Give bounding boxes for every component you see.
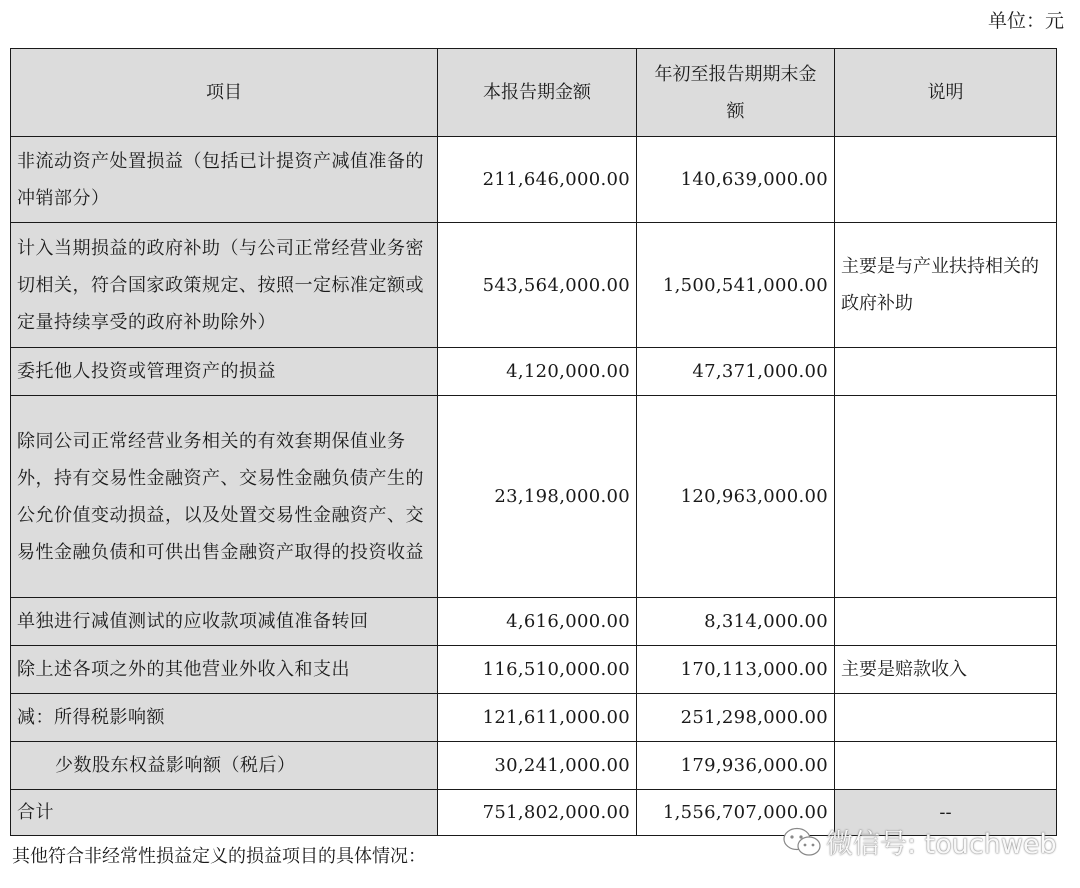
row-note	[835, 396, 1057, 598]
row-ytd: 8,314,000.00	[637, 598, 835, 646]
row-current: 211,646,000.00	[438, 137, 637, 223]
row-item: 减：所得税影响额	[11, 694, 438, 742]
row-item: 除上述各项之外的其他营业外收入和支出	[11, 646, 438, 694]
table-row	[11, 646, 1057, 694]
row-note: 主要是赔款收入	[835, 646, 1057, 694]
row-item: 非流动资产处置损益（包括已计提资产减值准备的冲销部分）	[11, 137, 438, 223]
table-row	[11, 598, 1057, 646]
row-ytd: 179,936,000.00	[637, 742, 835, 790]
row-note	[835, 348, 1057, 396]
row-current: 543,564,000.00	[438, 223, 637, 348]
row-ytd: 140,639,000.00	[637, 137, 835, 223]
table-row	[11, 694, 1057, 742]
row-note	[835, 137, 1057, 223]
row-note	[835, 694, 1057, 742]
row-current: 116,510,000.00	[438, 646, 637, 694]
row-item: 委托他人投资或管理资产的损益	[11, 348, 438, 396]
header-item: 项目	[11, 49, 438, 137]
row-current: 4,616,000.00	[438, 598, 637, 646]
row-current: 4,120,000.00	[438, 348, 637, 396]
table-row	[11, 348, 1057, 396]
row-note	[835, 742, 1057, 790]
row-current: 751,802,000.00	[438, 790, 637, 836]
row-item: 少数股东权益影响额（税后）	[11, 742, 438, 790]
row-note: 主要是与产业扶持相关的政府补助	[835, 223, 1057, 348]
row-item: 合计	[11, 790, 438, 836]
header-ytd: 年初至报告期期末金额	[637, 49, 835, 137]
row-note	[835, 598, 1057, 646]
table-row	[11, 137, 1057, 223]
row-ytd: 1,556,707,000.00	[637, 790, 835, 836]
row-current: 23,198,000.00	[438, 396, 637, 598]
row-item: 单独进行减值测试的应收款项减值准备转回	[11, 598, 438, 646]
row-item: 除同公司正常经营业务相关的有效套期保值业务外，持有交易性金融资产、交易性金融负债产生的公允价值变动损益，以及处置交易性金融资产、交易性金融负债和可供出售金融资产取得的投资收益	[11, 396, 438, 598]
unit-label: 单位：元	[987, 10, 1064, 32]
watermark-text: 微信号: touchweb	[826, 829, 1057, 860]
table-row	[11, 223, 1057, 348]
table-row	[11, 396, 1057, 598]
wechat-icon	[782, 826, 822, 858]
row-note: --	[835, 790, 1057, 836]
table-row	[11, 742, 1057, 790]
header-note: 说明	[835, 49, 1057, 137]
row-ytd: 251,298,000.00	[637, 694, 835, 742]
row-ytd: 47,371,000.00	[637, 348, 835, 396]
row-item: 计入当期损益的政府补助（与公司正常经营业务密切相关，符合国家政策规定、按照一定标准定额或定量持续享受的政府补助除外）	[11, 223, 438, 348]
watermark	[782, 822, 1057, 861]
header-row	[11, 49, 1057, 137]
header-current: 本报告期金额	[438, 49, 637, 137]
row-ytd: 170,113,000.00	[637, 646, 835, 694]
row-ytd: 120,963,000.00	[637, 396, 835, 598]
row-current: 30,241,000.00	[438, 742, 637, 790]
non-recurring-items-table	[10, 48, 1057, 836]
footer-text: 其他符合非经常性损益定义的损益项目的具体情况：	[12, 846, 426, 867]
row-ytd: 1,500,541,000.00	[637, 223, 835, 348]
row-current: 121,611,000.00	[438, 694, 637, 742]
